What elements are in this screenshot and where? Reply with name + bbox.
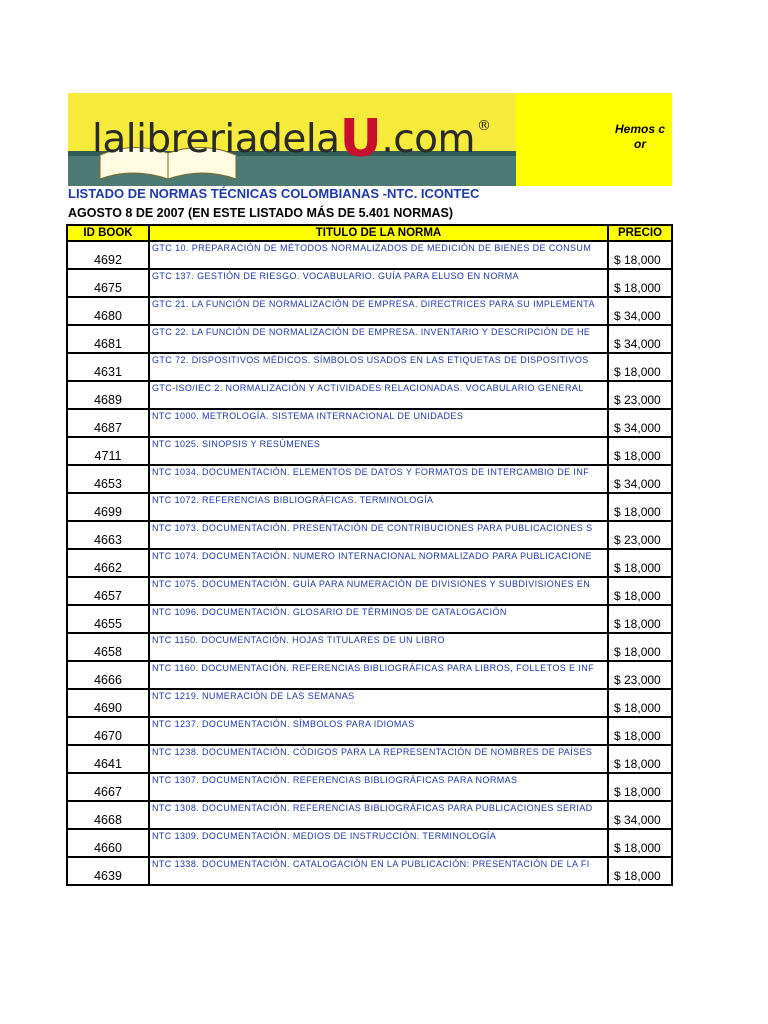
id-cell: 4681 (67, 325, 149, 353)
title-cell: GTC-ISO/IEC 2. NORMALIZACIÓN Y ACTIVIDADES RELACIONADAS. VOCABULARIO GENERAL (149, 381, 608, 409)
title-cell: NTC 1237. DOCUMENTACIÓN. SÍMBOLOS PARA IDIOMAS (149, 717, 608, 745)
title-cell: NTC 1074. DOCUMENTACIÓN. NUMERO INTERNACIONAL NORMALIZADO PARA PUBLICACIONE (149, 549, 608, 577)
table-row (67, 325, 672, 353)
table-header-row (67, 225, 672, 241)
title-cell: NTC 1160. DOCUMENTACIÓN. REFERENCIAS BIBLIOGRÁFICAS PARA LIBROS, FOLLETOS E INF (149, 661, 608, 689)
price-cell: $ 34,000 (608, 297, 672, 325)
id-cell: 4711 (67, 437, 149, 465)
title-cell: NTC 1338. DOCUMENTACIÓN. CATALOGACIÓN EN LA PUBLICACIÓN: PRESENTACIÓN DE LA FI (149, 857, 608, 885)
id-cell: 4670 (67, 717, 149, 745)
price-cell: $ 18,000 (608, 633, 672, 661)
table-row (67, 381, 672, 409)
price-cell: $ 18,000 (608, 577, 672, 605)
column-header-id: ID BOOK (67, 225, 149, 241)
table-row (67, 297, 672, 325)
table-row (67, 241, 672, 269)
title-cell: NTC 1072. REFERENCIAS BIBLIOGRÁFICAS. TERMINOLOGÍA (149, 493, 608, 521)
table-row (67, 661, 672, 689)
table-row (67, 829, 672, 857)
id-cell: 4699 (67, 493, 149, 521)
id-cell: 4639 (67, 857, 149, 885)
title-cell: GTC 72. DISPOSITIVOS MÉDICOS. SÍMBOLOS USADOS EN LAS ETIQUETAS DE DISPOSITIVOS (149, 353, 608, 381)
price-cell: $ 34,000 (608, 801, 672, 829)
id-cell: 4658 (67, 633, 149, 661)
price-cell: $ 18,000 (608, 689, 672, 717)
logo-text-part2: .com (381, 117, 476, 162)
title-cell: NTC 1075. DOCUMENTACIÓN. GUÍA PARA NUMERACIÓN DE DIVISIONES Y SUBDIVISIONES EN (149, 577, 608, 605)
title-cell: NTC 1309. DOCUMENTACIÓN. MEDIOS DE INSTRUCCIÓN. TERMINOLOGÍA (149, 829, 608, 857)
id-cell: 4668 (67, 801, 149, 829)
price-cell: $ 34,000 (608, 465, 672, 493)
promo-line-1: Hemos c (614, 122, 666, 136)
title-cell: GTC 137. GESTIÓN DE RIESGO. VOCABULARIO. GUÍA PARA ELUSO EN NORMA (149, 269, 608, 297)
title-cell: NTC 1219. NUMERACIÓN DE LAS SEMANAS (149, 689, 608, 717)
id-cell: 4653 (67, 465, 149, 493)
id-cell: 4675 (67, 269, 149, 297)
title-cell: NTC 1000. METROLOGÍA. SISTEMA INTERNACIONAL DE UNIDADES (149, 409, 608, 437)
logo[interactable] (68, 93, 516, 186)
id-cell: 4660 (67, 829, 149, 857)
column-header-title: TITULO DE LA NORMA (149, 225, 608, 241)
title-cell: NTC 1238. DOCUMENTACIÓN. CÓDIGOS PARA LA REPRESENTACIÓN DE NOMBRES DE PAÍSES (149, 745, 608, 773)
page-subtitle: AGOSTO 8 DE 2007 (EN ESTE LISTADO MÁS DE 5.401 NORMAS) (68, 206, 454, 220)
id-cell: 4680 (67, 297, 149, 325)
price-cell: $ 18,000 (608, 717, 672, 745)
price-cell: $ 23,000 (608, 381, 672, 409)
price-cell: $ 34,000 (608, 409, 672, 437)
table-row (67, 521, 672, 549)
table-row (67, 605, 672, 633)
title-cell: GTC 22. LA FUNCIÓN DE NORMALIZACIÓN DE EMPRESA. INVENTARIO Y DESCRIPCIÓN DE HE (149, 325, 608, 353)
table-row (67, 353, 672, 381)
table-row (67, 269, 672, 297)
title-cell: NTC 1025. SINOPSIS Y RESÚMENES (149, 437, 608, 465)
price-cell: $ 18,000 (608, 857, 672, 885)
price-cell: $ 18,000 (608, 773, 672, 801)
title-cell: NTC 1096. DOCUMENTACIÓN. GLOSARIO DE TÉRMINOS DE CATALOGACIÓN (149, 605, 608, 633)
table-row (67, 437, 672, 465)
price-cell: $ 18,000 (608, 745, 672, 773)
id-cell: 4667 (67, 773, 149, 801)
table-row (67, 493, 672, 521)
price-cell: $ 18,000 (608, 437, 672, 465)
table-row (67, 801, 672, 829)
table-row (67, 549, 672, 577)
id-cell: 4687 (67, 409, 149, 437)
standards-table (66, 224, 673, 886)
table-row (67, 773, 672, 801)
title-cell: GTC 10. PREPARACIÓN DE MÉTODOS NORMALIZADOS DE MEDICIÓN DE BIENES DE CONSUM (149, 241, 608, 269)
title-cell: NTC 1307. DOCUMENTACIÓN. REFERENCIAS BIBLIOGRÁFICAS PARA NORMAS (149, 773, 608, 801)
id-cell: 4631 (67, 353, 149, 381)
table-row (67, 745, 672, 773)
table-row (67, 857, 672, 885)
id-cell: 4663 (67, 521, 149, 549)
price-cell: $ 18,000 (608, 269, 672, 297)
table-row (67, 633, 672, 661)
logo-wordmark (92, 105, 491, 169)
title-cell: GTC 21. LA FUNCIÓN DE NORMALIZACIÓN DE EMPRESA. DIRECTRICES PARA SU IMPLEMENTA (149, 297, 608, 325)
id-cell: 4655 (67, 605, 149, 633)
id-cell: 4690 (67, 689, 149, 717)
promo-line-2: or (634, 137, 646, 151)
id-cell: 4657 (67, 577, 149, 605)
registered-mark: ® (477, 118, 491, 134)
title-cell: NTC 1150. DOCUMENTACIÓN. HOJAS TITULARES DE UN LIBRO (149, 633, 608, 661)
price-cell: $ 18,000 (608, 549, 672, 577)
table-row (67, 577, 672, 605)
column-header-price: PRECIO (608, 225, 672, 241)
title-cell: NTC 1034. DOCUMENTACIÓN. ELEMENTOS DE DATOS Y FORMATOS DE INTERCAMBIO DE INF (149, 465, 608, 493)
table-row (67, 689, 672, 717)
price-cell: $ 23,000 (608, 521, 672, 549)
id-cell: 4641 (67, 745, 149, 773)
id-cell: 4692 (67, 241, 149, 269)
table-row (67, 409, 672, 437)
title-cell: NTC 1073. DOCUMENTACIÓN. PRESENTACIÓN DE CONTRIBUCIONES PARA PUBLICACIONES S (149, 521, 608, 549)
id-cell: 4662 (67, 549, 149, 577)
price-cell: $ 18,000 (608, 493, 672, 521)
logo-text-part1: lalibreriadela (92, 117, 340, 162)
price-cell: $ 18,000 (608, 241, 672, 269)
price-cell: $ 18,000 (608, 605, 672, 633)
price-cell: $ 18,000 (608, 829, 672, 857)
price-cell: $ 18,000 (608, 353, 672, 381)
title-cell: NTC 1308. DOCUMENTACIÓN. REFERENCIAS BIBLIOGRÁFICAS PARA PUBLICACIONES SERIAD (149, 801, 608, 829)
price-cell: $ 34,000 (608, 325, 672, 353)
promo-text (608, 122, 672, 162)
table-row (67, 465, 672, 493)
id-cell: 4689 (67, 381, 149, 409)
id-cell: 4666 (67, 661, 149, 689)
page-title: LISTADO DE NORMAS TÉCNICAS COLOMBIANAS -NTC. ICONTEC (68, 186, 480, 201)
table-row (67, 717, 672, 745)
price-cell: $ 23,000 (608, 661, 672, 689)
logo-text-u: U (339, 109, 382, 169)
